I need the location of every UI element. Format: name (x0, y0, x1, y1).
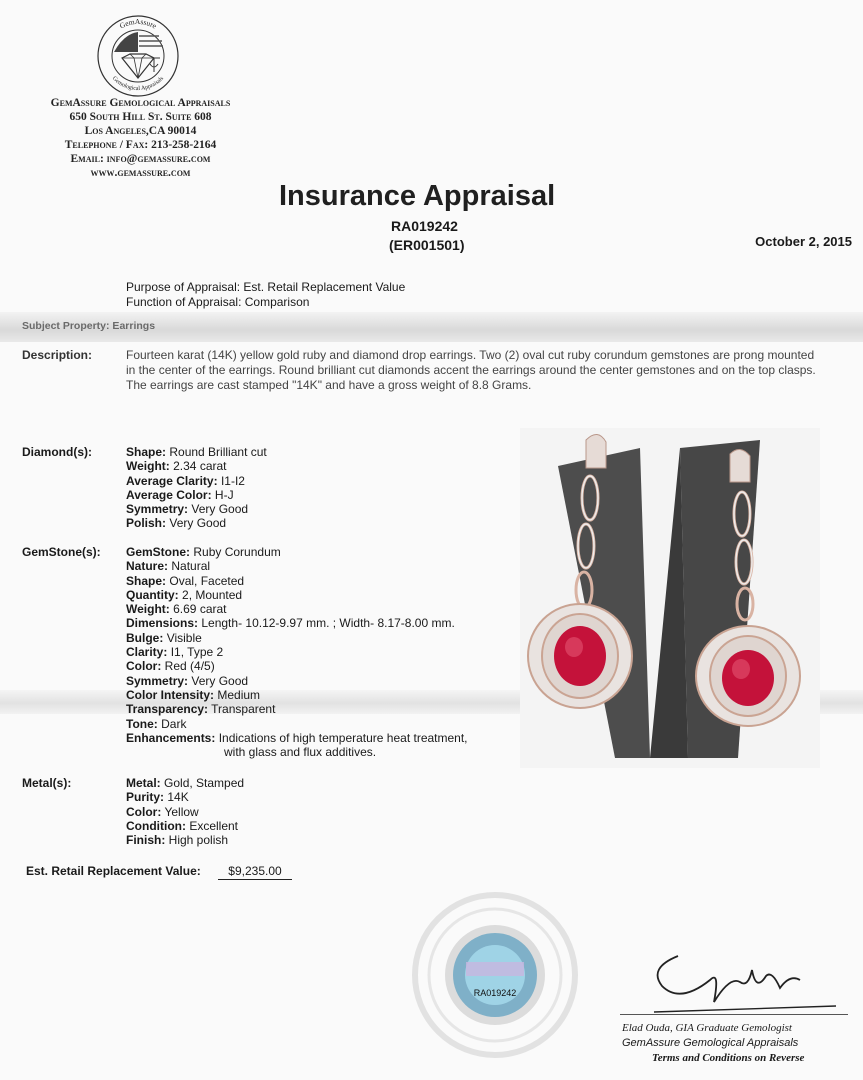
detail-value: Length- 10.12-9.97 mm. ; Width- 8.17-8.00 mm. (201, 616, 455, 631)
detail-value: Dark (161, 716, 187, 731)
description-label: Description: (22, 348, 93, 362)
detail-key: Average Color: (126, 487, 212, 502)
phone: Telephone / Fax: 213-258-2164 (64, 139, 217, 151)
detail-row (126, 631, 468, 645)
company-name: GemAssure Gemological Appraisals (50, 97, 231, 109)
gemstones-details (126, 545, 468, 759)
detail-row (126, 459, 267, 473)
detail-key: GemStone: (126, 545, 191, 559)
description-text: Fourteen karat (14K) yellow gold ruby and diamond drop earrings. Two (2) oval cut ruby corundum gemstones are prong mounted in the center of the earrings. Round brilliant cut diamonds accent the earrings around the center gemstones and on the top clasps. The earrings are cast stamped "14K" and have a gross weight of 8.8 Grams. (126, 348, 816, 392)
detail-row (126, 488, 267, 502)
purpose-block (126, 280, 405, 310)
handwritten-signature (640, 940, 850, 1020)
diamonds-label: Diamond(s): (22, 445, 92, 459)
detail-value: 6.69 carat (173, 602, 227, 617)
detail-row (126, 616, 468, 630)
detail-key: Shape: (126, 573, 167, 588)
metal-details (126, 776, 244, 847)
value-amount: $9,235.00 (218, 864, 292, 880)
company-address-block (18, 96, 263, 180)
detail-value: 14K (167, 790, 189, 805)
detail-value: Ruby Corundum (193, 545, 281, 559)
detail-key: Bulge: (126, 630, 164, 645)
email: Email: info@gemassure.com (70, 153, 211, 165)
hologram-seal (410, 890, 580, 1060)
signer-block (622, 1021, 804, 1066)
subject-property: Subject Property: Earrings (22, 320, 156, 332)
reference-number: RA019242 (391, 218, 458, 234)
detail-value: I1, Type 2 (170, 645, 224, 660)
detail-key: Condition: (126, 818, 186, 833)
detail-value: Red (4/5) (164, 659, 215, 674)
detail-row (126, 659, 468, 673)
detail-value: Yellow (164, 804, 199, 819)
detail-key: Polish: (126, 516, 167, 531)
detail-value: H-J (214, 487, 234, 502)
website: www.gemassure.com (90, 167, 191, 179)
detail-key: Symmetry: (126, 673, 189, 688)
detail-value: High polish (168, 833, 229, 848)
seal-number: RA019242 (473, 988, 517, 998)
detail-row (126, 717, 468, 731)
secondary-reference-number: (ER001501) (389, 237, 465, 253)
appraisal-date: October 2, 2015 (755, 234, 852, 249)
detail-key: Finish: (126, 833, 166, 848)
detail-row (126, 559, 468, 573)
detail-value: Excellent (189, 818, 239, 833)
detail-key: Purity: (126, 790, 165, 805)
detail-row (126, 516, 267, 530)
detail-value: 2, Mounted (182, 587, 243, 602)
signer-company: GemAssure Gemological Appraisals (622, 1037, 799, 1049)
detail-row (126, 545, 468, 559)
detail-key: Transparency: (126, 702, 209, 717)
detail-row (126, 502, 267, 516)
detail-row (126, 588, 468, 602)
purpose-of-appraisal: Purpose of Appraisal: Est. Retail Replacement Value (126, 280, 406, 294)
detail-row (126, 790, 244, 804)
address-line-2: Los Angeles,CA 90014 (84, 125, 197, 137)
detail-row (126, 474, 267, 488)
detail-value: Transparent (211, 702, 276, 717)
detail-row (126, 805, 244, 819)
detail-key: Weight: (126, 459, 170, 474)
detail-key: Shape: (126, 445, 167, 459)
diamonds-details (126, 445, 267, 531)
detail-row (126, 702, 468, 716)
detail-value: Natural (171, 559, 211, 574)
enhancements-continuation: with glass and flux additives. (224, 745, 377, 760)
detail-key: Average Clarity: (126, 473, 218, 488)
metal-label: Metal(s): (22, 776, 72, 790)
detail-key: Color Intensity: (126, 687, 215, 702)
detail-value: Very Good (191, 502, 249, 517)
gemstones-label: GemStone(s): (22, 545, 101, 559)
address-line-1: 650 South Hill St. Suite 608 (69, 111, 212, 123)
detail-value: 2.34 carat (173, 459, 227, 474)
detail-key: Enhancements: (126, 730, 216, 745)
detail-key: Clarity: (126, 645, 168, 660)
value-label: Est. Retail Replacement Value: (26, 864, 201, 878)
detail-key: Tone: (126, 716, 158, 731)
detail-key: Dimensions: (126, 616, 199, 631)
signer-name: Elad Ouda, GIA Graduate Gemologist (622, 1022, 792, 1034)
detail-row (126, 574, 468, 588)
signature-line (620, 1014, 848, 1015)
detail-row (126, 688, 468, 702)
detail-value: Round Brilliant cut (169, 445, 267, 459)
detail-value: Gold, Stamped (164, 776, 245, 790)
detail-key: Color: (126, 804, 162, 819)
detail-row (126, 645, 468, 659)
detail-value: Very Good (169, 516, 227, 531)
gemassure-logo (96, 14, 180, 98)
detail-key: Metal: (126, 776, 161, 790)
earrings-photo (520, 428, 820, 768)
detail-value: Very Good (191, 673, 249, 688)
detail-row (126, 674, 468, 688)
detail-key: Quantity: (126, 587, 179, 602)
svg-text:Gemological Appraisals: Gemological Appraisals (110, 75, 166, 93)
detail-value: Oval, Faceted (169, 573, 245, 588)
detail-value: Visible (166, 630, 202, 645)
detail-row (126, 819, 244, 833)
detail-value: Indications of high temperature heat treatment, (218, 730, 468, 745)
terms-notice: Terms and Conditions on Reverse (652, 1052, 805, 1064)
detail-row (126, 833, 244, 847)
detail-key: Symmetry: (126, 502, 189, 517)
detail-row (126, 731, 468, 745)
detail-value: Medium (217, 687, 261, 702)
detail-key: Color: (126, 659, 162, 674)
detail-key: Weight: (126, 602, 170, 617)
detail-value: I1-I2 (220, 473, 245, 488)
function-of-appraisal: Function of Appraisal: Comparison (126, 295, 310, 309)
detail-row (126, 602, 468, 616)
detail-key: Nature: (126, 559, 169, 574)
detail-row (126, 445, 267, 459)
document-title: Insurance Appraisal (279, 180, 556, 212)
svg-text:GemAssure: GemAssure (117, 16, 159, 31)
detail-row (126, 776, 244, 790)
